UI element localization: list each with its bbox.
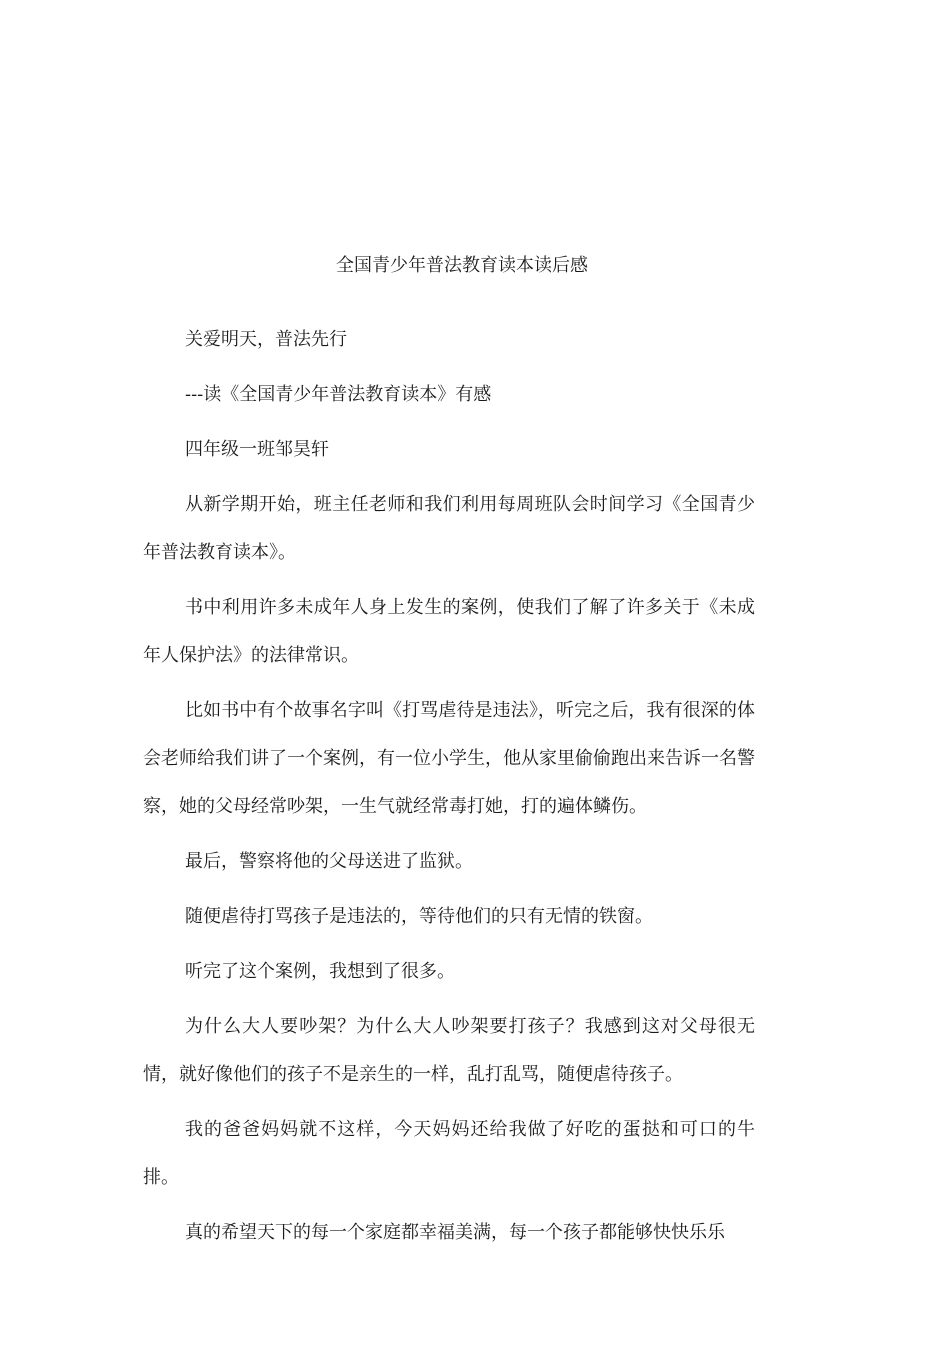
body-paragraph: 我的爸爸妈妈就不这样，今天妈妈还给我做了好吃的蛋挞和可口的牛排。 (143, 1119, 755, 1188)
body-paragraph: 随便虐待打骂孩子是违法的，等待他们的只有无情的铁窗。 (185, 906, 653, 927)
body-paragraph: 听完了这个案例，我想到了很多。 (185, 961, 455, 982)
body-paragraph: 真的希望天下的每一个家庭都幸福美满，每一个孩子都能够快快乐乐 (185, 1222, 725, 1243)
document-body (143, 316, 755, 1264)
body-paragraph: 书中利用许多未成年人身上发生的案例，使我们了解了许多关于《未成年人保护法》的法律常识。 (143, 597, 755, 666)
body-paragraph: 最后，警察将他的父母送进了监狱。 (185, 851, 473, 872)
document-title: 全国青少年普法教育读本读后感 (336, 255, 588, 276)
body-paragraph: 比如书中有个故事名字叫《打骂虐待是违法》，听完之后，我有很深的体会老师给我们讲了一个案例，有一位小学生，他从家里偷偷跑出来告诉一名警察，她的父母经常吵架，一生气就经常毒打她，打的遍体鳞伤。 (143, 700, 755, 817)
body-paragraph: 从新学期开始，班主任老师和我们利用每周班队会时间学习《全国青少年普法教育读本》。 (143, 494, 755, 563)
author-paragraph: 四年级一班邹昊轩 (185, 439, 329, 460)
subheading-paragraph: ---读《全国青少年普法教育读本》有感 (185, 384, 492, 405)
subtitle-paragraph: 关爱明天，普法先行 (185, 329, 347, 350)
body-paragraph: 为什么大人要吵架？为什么大人吵架要打孩子？我感到这对父母很无情，就好像他们的孩子不是亲生的一样，乱打乱骂，随便虐待孩子。 (143, 1016, 755, 1085)
